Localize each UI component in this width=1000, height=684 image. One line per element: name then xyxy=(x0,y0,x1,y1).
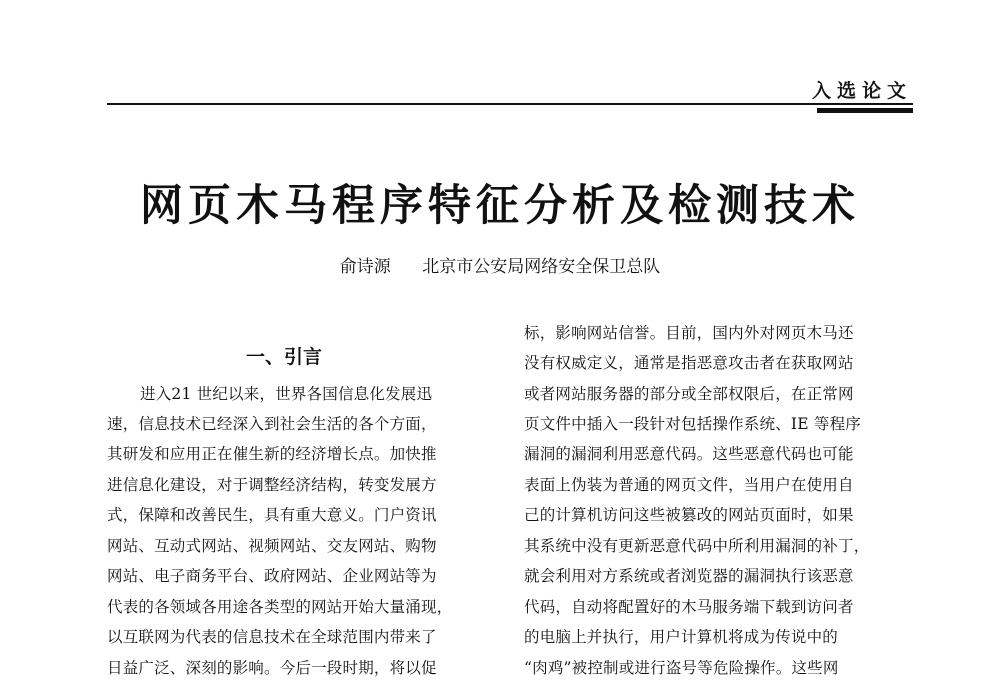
left-line: 代表的各领域各用途各类型的网站开始大量涌现， xyxy=(107,598,453,616)
left-line: 进信息化建设，对于调整经济结构，转变发展方 xyxy=(107,476,437,494)
left-line: 以互联网为代表的信息技术在全球范围内带来了 xyxy=(107,628,437,646)
section-heading-introduction: 一、引言 xyxy=(246,346,323,368)
right-line: 己的计算机访问这些被篡改的网站页面时，如果 xyxy=(524,506,854,524)
article-title: 网页木马程序特征分析及检测技术 xyxy=(140,181,860,231)
left-line: 其研发和应用正在催生新的经济增长点。加快推 xyxy=(107,445,437,463)
header-rule-accent xyxy=(817,108,913,113)
left-line: 网站、互动式网站、视频网站、交友网站、购物 xyxy=(107,537,437,555)
right-line: 或者网站服务器的部分或全部权限后，在正常网 xyxy=(524,385,854,403)
right-line: “肉鸡”被控制或进行盗号等危险操作。这些网 xyxy=(524,659,839,677)
right-line: 没有权威定义，通常是指恶意攻击者在获取网站 xyxy=(524,354,854,372)
right-line: 代码，自动将配置好的木马服务端下载到访问者 xyxy=(524,598,854,616)
author-name: 俞诗源 xyxy=(339,257,391,277)
header-rule xyxy=(107,103,913,105)
right-line: 表面上伪装为普通的网页文件，当用户在使用自 xyxy=(524,476,854,494)
right-line: 标，影响网站信誉。目前，国内外对网页木马还 xyxy=(524,324,854,342)
left-line: 速，信息技术已经深入到社会生活的各个方面， xyxy=(107,415,437,433)
right-line: 页文件中插入一段针对包括操作系统、IE 等程序 xyxy=(524,415,861,433)
left-line: 日益广泛、深刻的影响。今后一段时期，将以促 xyxy=(107,659,437,677)
left-line: 式，保障和改善民生，具有重大意义。门户资讯 xyxy=(107,506,437,524)
right-line: 漏洞的漏洞利用恶意代码。这些恶意代码也可能 xyxy=(524,445,854,463)
author-affiliation: 北京市公安局网络安全保卫总队 xyxy=(422,257,661,277)
running-header-label: 入选论文 xyxy=(811,80,912,102)
right-line: 其系统中没有更新恶意代码中所利用漏洞的补丁， xyxy=(524,537,870,555)
left-line: 网站、电子商务平台、政府网站、企业网站等为 xyxy=(107,567,437,585)
left-line: 进入21 世纪以来，世界各国信息化发展迅 xyxy=(140,385,433,403)
byline xyxy=(0,252,1000,277)
right-line: 就会利用对方系统或者浏览器的漏洞执行该恶意 xyxy=(524,567,854,585)
right-line: 的电脑上并执行，用户计算机将成为传说中的 xyxy=(524,628,839,646)
